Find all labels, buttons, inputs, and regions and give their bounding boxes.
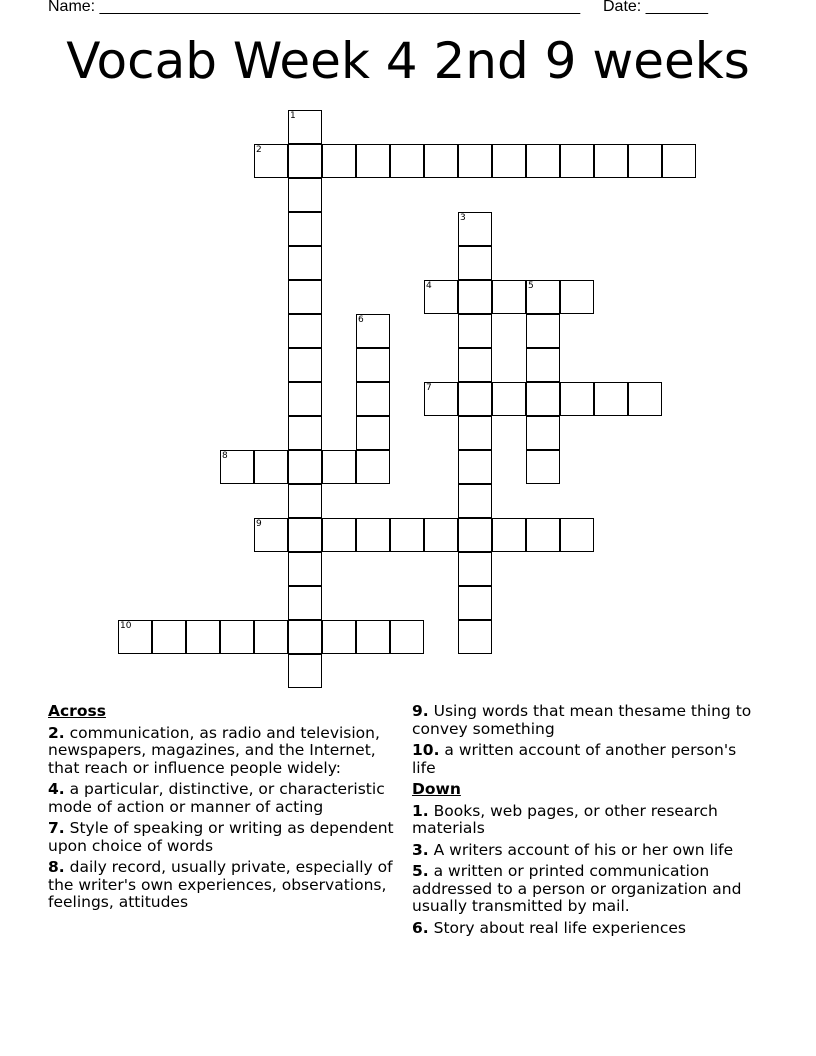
clue-number-label: 1 (290, 111, 296, 121)
clue-number: 6. (412, 918, 429, 937)
name-label: Name: (48, 0, 96, 15)
grid-cell[interactable] (356, 416, 390, 450)
grid-cell[interactable] (288, 654, 322, 688)
grid-cell[interactable] (356, 620, 390, 654)
grid-cell[interactable] (254, 144, 288, 178)
clue-text: Using words that mean thesame thing to convey something (412, 702, 752, 738)
grid-cell[interactable] (254, 518, 288, 552)
grid-cell[interactable] (152, 620, 186, 654)
grid-cell[interactable] (458, 144, 492, 178)
grid-cell[interactable] (288, 552, 322, 586)
clue-text: Style of speaking or writing as dependent upon choice of words (48, 819, 394, 855)
grid-cell[interactable] (322, 144, 356, 178)
grid-cell[interactable] (356, 518, 390, 552)
grid-cell[interactable] (390, 144, 424, 178)
clue-number-label: 10 (120, 621, 132, 631)
grid-cell[interactable] (458, 416, 492, 450)
clue-across-9 (412, 703, 762, 738)
grid-cell[interactable] (118, 620, 152, 654)
grid-cell[interactable] (288, 110, 322, 144)
clue-number-label: 2 (256, 145, 262, 155)
clue-number: 10. (412, 741, 440, 759)
grid-cell[interactable] (288, 280, 322, 314)
grid-cell[interactable] (458, 518, 492, 552)
grid-cell[interactable] (526, 450, 560, 484)
grid-cell[interactable] (424, 280, 458, 314)
grid-cell[interactable] (492, 382, 526, 416)
grid-cell[interactable] (458, 484, 492, 518)
grid-cell[interactable] (288, 348, 322, 382)
grid-cell[interactable] (560, 144, 594, 178)
clue-text: communication, as radio and television, newspapers, magazines, and the Internet, that reach or influence people widely: (48, 723, 380, 777)
grid-cell[interactable] (288, 246, 322, 280)
grid-cell[interactable] (560, 382, 594, 416)
clue-across-10 (412, 742, 762, 777)
grid-cell[interactable] (288, 484, 322, 518)
clue-text: A writers account of his or her own life (433, 840, 734, 859)
grid-cell[interactable] (220, 620, 254, 654)
grid-cell[interactable] (288, 178, 322, 212)
clue-text: a particular, distinctive, or characteristic mode of action or manner of acting (48, 780, 385, 816)
grid-cell[interactable] (356, 450, 390, 484)
grid-cell[interactable] (560, 518, 594, 552)
clue-across-2 (48, 725, 404, 778)
clue-text: a written account of another person's life (412, 741, 737, 777)
grid-cell[interactable] (458, 314, 492, 348)
grid-cell[interactable] (594, 382, 628, 416)
grid-cell[interactable] (458, 246, 492, 280)
clues-column-right (412, 703, 762, 941)
clue-down-5 (412, 863, 762, 916)
grid-cell[interactable] (458, 586, 492, 620)
clue-number: 5. (412, 862, 429, 880)
grid-cell[interactable] (526, 518, 560, 552)
grid-cell[interactable] (628, 144, 662, 178)
date-field[interactable]: _______ (645, 0, 708, 15)
grid-cell[interactable] (458, 212, 492, 246)
grid-cell[interactable] (356, 348, 390, 382)
grid-cell[interactable] (390, 620, 424, 654)
clue-number-label: 3 (460, 213, 466, 223)
clue-text: Story about real life experiences (433, 918, 686, 937)
clue-number: 9. (412, 702, 429, 720)
clue-number: 8. (48, 858, 65, 876)
clues-column-left (48, 703, 404, 916)
page-title: Vocab Week 4 2nd 9 weeks (66, 32, 750, 90)
grid-cell[interactable] (288, 518, 322, 552)
grid-cell[interactable] (322, 620, 356, 654)
grid-cell[interactable] (560, 280, 594, 314)
clue-down-1 (412, 803, 762, 838)
clue-number-label: 7 (426, 383, 432, 393)
clue-text: a written or printed communication addressed to a person or organization and usually transmitted by mail. (412, 862, 742, 915)
grid-cell[interactable] (288, 382, 322, 416)
grid-cell[interactable] (288, 450, 322, 484)
grid-cell[interactable] (424, 518, 458, 552)
grid-cell[interactable] (594, 144, 628, 178)
grid-cell[interactable] (458, 620, 492, 654)
name-field[interactable]: ______________________________________________________ (99, 0, 581, 15)
clue-number: 4. (48, 780, 65, 798)
clue-text: Books, web pages, or other research materials (412, 801, 718, 837)
grid-cell[interactable] (288, 586, 322, 620)
across-heading: Across (48, 702, 106, 720)
grid-cell[interactable] (458, 348, 492, 382)
grid-cell[interactable] (254, 450, 288, 484)
clue-across-7 (48, 820, 404, 855)
grid-cell[interactable] (220, 450, 254, 484)
clue-number: 7. (48, 819, 65, 837)
grid-cell[interactable] (322, 450, 356, 484)
grid-cell[interactable] (322, 518, 356, 552)
grid-cell[interactable] (662, 144, 696, 178)
grid-cell[interactable] (390, 518, 424, 552)
grid-cell[interactable] (288, 144, 322, 178)
grid-cell[interactable] (526, 382, 560, 416)
grid-cell[interactable] (526, 144, 560, 178)
clue-across-4 (48, 781, 404, 816)
grid-cell[interactable] (492, 144, 526, 178)
clue-number-label: 4 (426, 281, 432, 291)
grid-cell[interactable] (628, 382, 662, 416)
grid-cell[interactable] (492, 518, 526, 552)
clue-number: 2. (48, 723, 65, 742)
grid-cell[interactable] (186, 620, 220, 654)
grid-cell[interactable] (424, 144, 458, 178)
grid-cell[interactable] (458, 382, 492, 416)
date-label: Date: (603, 0, 642, 15)
clue-across-8 (48, 859, 404, 912)
clue-number-label: 5 (528, 281, 534, 291)
grid-cell[interactable] (356, 144, 390, 178)
grid-cell[interactable] (288, 212, 322, 246)
clue-number: 1. (412, 801, 429, 820)
grid-cell[interactable] (288, 620, 322, 654)
clue-number-label: 6 (358, 315, 364, 325)
grid-cell[interactable] (526, 314, 560, 348)
down-heading: Down (412, 780, 461, 798)
grid-cell[interactable] (458, 280, 492, 314)
grid-cell[interactable] (526, 348, 560, 382)
grid-cell[interactable] (492, 280, 526, 314)
grid-cell[interactable] (356, 314, 390, 348)
grid-cell[interactable] (254, 620, 288, 654)
grid-cell[interactable] (458, 450, 492, 484)
clue-text: daily record, usually private, especially of the writer's own experiences, observations, feelings, attitudes (48, 858, 393, 911)
clue-down-3 (412, 842, 762, 860)
grid-cell[interactable] (424, 382, 458, 416)
grid-cell[interactable] (526, 280, 560, 314)
grid-cell[interactable] (458, 552, 492, 586)
grid-cell[interactable] (356, 382, 390, 416)
clue-number-label: 8 (222, 451, 228, 461)
grid-cell[interactable] (526, 416, 560, 450)
clue-down-6 (412, 920, 762, 938)
grid-cell[interactable] (288, 416, 322, 450)
grid-cell[interactable] (288, 314, 322, 348)
clue-number: 3. (412, 840, 429, 859)
clue-number-label: 9 (256, 519, 262, 529)
